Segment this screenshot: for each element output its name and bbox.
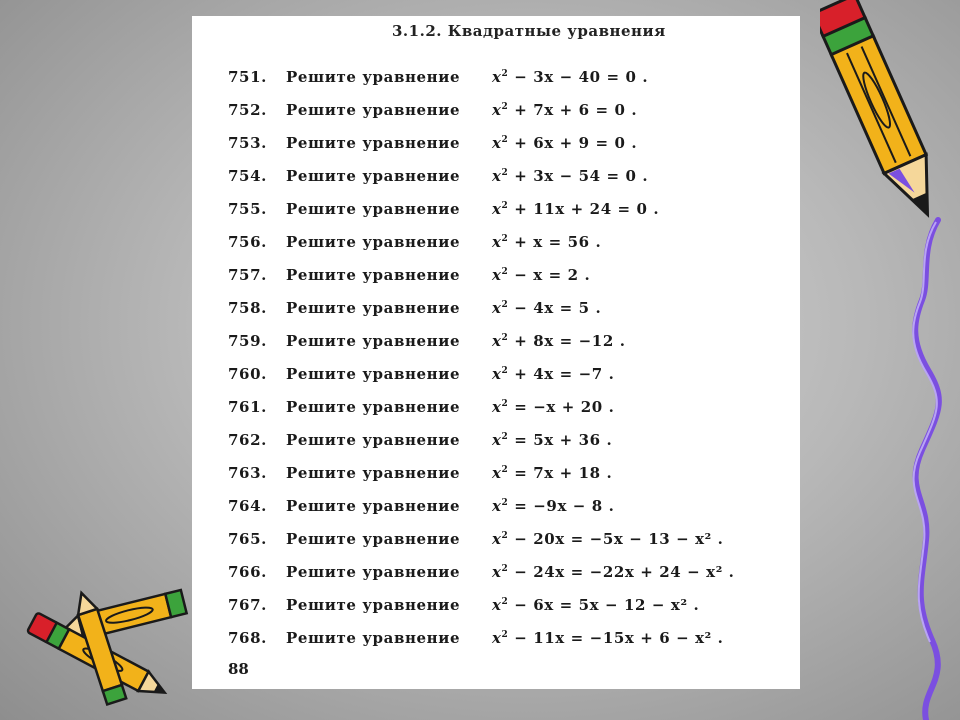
- equation-rest: − 24x = −22x + 24 − x² .: [508, 563, 735, 581]
- problem-number: 760.: [228, 365, 267, 383]
- problem-number: 764.: [228, 497, 267, 515]
- problem-number: 761.: [228, 398, 267, 416]
- equation-exponent: 2: [501, 102, 509, 112]
- equation-variable: x: [492, 299, 502, 317]
- problem-instruction: Решите уравнение: [286, 332, 461, 350]
- equation-variable: x: [492, 563, 502, 581]
- equation-rest: − x = 2 .: [508, 266, 591, 284]
- equation-variable: x: [492, 464, 502, 482]
- equation-exponent: 2: [501, 234, 509, 244]
- problem-instruction: Решите уравнение: [286, 134, 461, 152]
- problem-equation: [492, 497, 614, 515]
- equation-variable: x: [492, 332, 502, 350]
- equation-exponent: 2: [501, 399, 509, 409]
- equation-variable: x: [492, 431, 502, 449]
- problem-number: 766.: [228, 563, 267, 581]
- problem-equation: [492, 68, 648, 86]
- problem-instruction: Решите уравнение: [286, 596, 461, 614]
- problem-instruction: Решите уравнение: [286, 629, 461, 647]
- equation-variable: x: [492, 596, 502, 614]
- problem-number: 759.: [228, 332, 267, 350]
- equation-rest: + 6x + 9 = 0 .: [508, 134, 638, 152]
- equation-rest: + 8x = −12 .: [508, 332, 626, 350]
- problem-equation: [492, 530, 723, 548]
- problem-list: [192, 16, 800, 689]
- problem-number: 756.: [228, 233, 267, 251]
- problem-equation: [492, 332, 626, 350]
- problem-instruction: Решите уравнение: [286, 101, 461, 119]
- section-heading: 3.1.2. Квадратные уравнения: [392, 22, 666, 40]
- equation-exponent: 2: [501, 267, 509, 277]
- problem-number: 755.: [228, 200, 267, 218]
- equation-exponent: 2: [501, 531, 509, 541]
- equation-variable: x: [492, 398, 502, 416]
- problem-number: 757.: [228, 266, 267, 284]
- problem-instruction: Решите уравнение: [286, 167, 461, 185]
- equation-variable: x: [492, 233, 502, 251]
- problem-instruction: Решите уравнение: [286, 365, 461, 383]
- problem-number: 754.: [228, 167, 267, 185]
- problem-equation: [492, 563, 735, 581]
- equation-rest: − 4x = 5 .: [508, 299, 602, 317]
- equation-rest: = 5x + 36 .: [508, 431, 613, 449]
- equation-exponent: 2: [501, 168, 509, 178]
- problem-number: 763.: [228, 464, 267, 482]
- equation-exponent: 2: [501, 597, 509, 607]
- equation-rest: = 7x + 18 .: [508, 464, 613, 482]
- equation-variable: x: [492, 629, 502, 647]
- problem-number: 752.: [228, 101, 267, 119]
- equation-rest: + 7x + 6 = 0 .: [508, 101, 638, 119]
- equation-variable: x: [492, 167, 502, 185]
- equation-exponent: 2: [501, 300, 509, 310]
- equation-rest: − 11x = −15x + 6 − x² .: [508, 629, 724, 647]
- equation-exponent: 2: [501, 135, 509, 145]
- document-page: [192, 16, 800, 689]
- problem-equation: [492, 134, 637, 152]
- problem-instruction: Решите уравнение: [286, 266, 461, 284]
- equation-rest: − 6x = 5x − 12 − x² .: [508, 596, 700, 614]
- equation-exponent: 2: [501, 201, 509, 211]
- equation-exponent: 2: [501, 333, 509, 343]
- problem-instruction: Решите уравнение: [286, 464, 461, 482]
- problem-instruction: Решите уравнение: [286, 530, 461, 548]
- equation-exponent: 2: [501, 564, 509, 574]
- problem-number: 753.: [228, 134, 267, 152]
- problem-equation: [492, 596, 699, 614]
- page-number: 88: [228, 660, 249, 678]
- equation-variable: x: [492, 266, 502, 284]
- equation-exponent: 2: [501, 498, 509, 508]
- problem-equation: [492, 266, 590, 284]
- equation-rest: = −x + 20 .: [508, 398, 615, 416]
- problem-equation: [492, 431, 612, 449]
- problem-number: 767.: [228, 596, 267, 614]
- problem-equation: [492, 365, 614, 383]
- problem-equation: [492, 629, 723, 647]
- equation-exponent: 2: [501, 432, 509, 442]
- equation-rest: + 11x + 24 = 0 .: [508, 200, 660, 218]
- problem-number: 768.: [228, 629, 267, 647]
- equation-exponent: 2: [501, 465, 509, 475]
- problem-equation: [492, 299, 601, 317]
- problem-equation: [492, 464, 612, 482]
- equation-variable: x: [492, 530, 502, 548]
- problem-equation: [492, 101, 637, 119]
- problem-instruction: Решите уравнение: [286, 299, 461, 317]
- problem-instruction: Решите уравнение: [286, 497, 461, 515]
- problem-instruction: Решите уравнение: [286, 563, 461, 581]
- equation-rest: − 3x − 40 = 0 .: [508, 68, 649, 86]
- problem-equation: [492, 200, 659, 218]
- equation-variable: x: [492, 134, 502, 152]
- equation-variable: x: [492, 365, 502, 383]
- problem-number: 762.: [228, 431, 267, 449]
- equation-variable: x: [492, 497, 502, 515]
- equation-rest: + 3x − 54 = 0 .: [508, 167, 649, 185]
- problem-number: 758.: [228, 299, 267, 317]
- pencils-bottom-left-icon: [0, 580, 200, 720]
- equation-rest: + x = 56 .: [508, 233, 602, 251]
- equation-exponent: 2: [501, 69, 509, 79]
- problem-instruction: Решите уравнение: [286, 68, 461, 86]
- equation-variable: x: [492, 101, 502, 119]
- problem-number: 751.: [228, 68, 267, 86]
- problem-instruction: Решите уравнение: [286, 431, 461, 449]
- problem-equation: [492, 167, 648, 185]
- pencil-top-right-icon: [820, 0, 940, 230]
- equation-variable: x: [492, 68, 502, 86]
- equation-rest: − 20x = −5x − 13 − x² .: [508, 530, 724, 548]
- problem-equation: [492, 398, 614, 416]
- equation-rest: + 4x = −7 .: [508, 365, 615, 383]
- equation-exponent: 2: [501, 366, 509, 376]
- equation-exponent: 2: [501, 630, 509, 640]
- equation-variable: x: [492, 200, 502, 218]
- problem-number: 765.: [228, 530, 267, 548]
- problem-instruction: Решите уравнение: [286, 398, 461, 416]
- problem-instruction: Решите уравнение: [286, 233, 461, 251]
- problem-instruction: Решите уравнение: [286, 200, 461, 218]
- problem-equation: [492, 233, 601, 251]
- equation-rest: = −9x − 8 .: [508, 497, 615, 515]
